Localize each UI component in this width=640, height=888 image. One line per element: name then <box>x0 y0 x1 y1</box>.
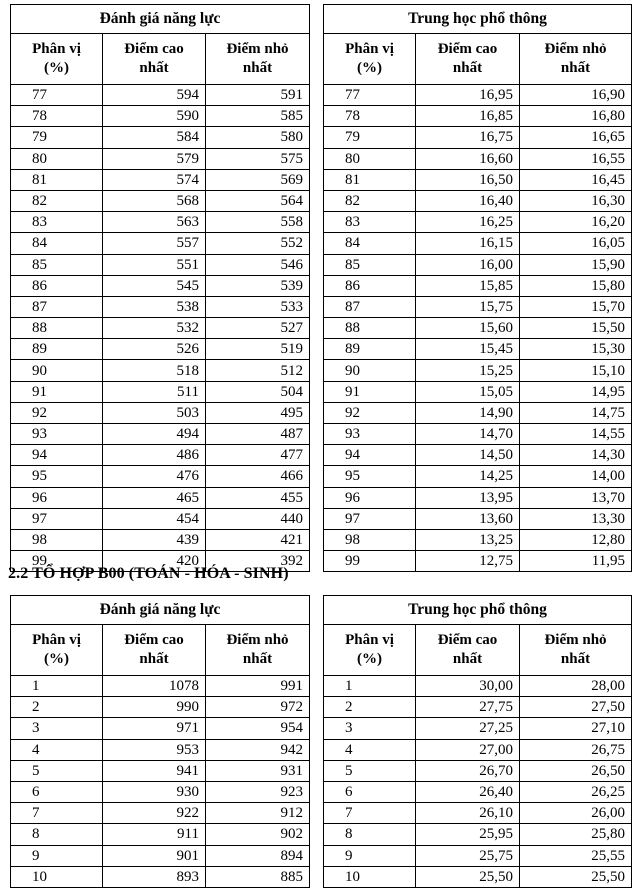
min-score-cell: 972 <box>206 697 310 718</box>
percentile-cell: 9 <box>324 845 416 866</box>
highschool-table-top <box>323 4 632 572</box>
min-score-cell: 15,80 <box>520 275 632 296</box>
max-score-cell: 563 <box>103 212 206 233</box>
table-row <box>324 718 632 739</box>
percentile-cell: 94 <box>324 445 416 466</box>
percentile-cell: 92 <box>324 402 416 423</box>
max-score-cell: 14,90 <box>416 402 520 423</box>
max-score-cell: 12,75 <box>416 551 520 572</box>
table-row <box>11 339 310 360</box>
max-score-cell: 532 <box>103 318 206 339</box>
max-score-header: Điểm cao nhất <box>416 625 520 676</box>
table-row <box>11 254 310 275</box>
percentile-cell: 93 <box>324 424 416 445</box>
percentile-cell: 97 <box>324 508 416 529</box>
table-row <box>11 85 310 106</box>
min-score-cell: 552 <box>206 233 310 254</box>
min-score-cell: 504 <box>206 381 310 402</box>
max-score-cell: 557 <box>103 233 206 254</box>
table-title: Đánh giá năng lực <box>11 596 310 625</box>
percentile-cell: 95 <box>11 466 103 487</box>
percentile-cell: 79 <box>11 127 103 148</box>
max-score-cell: 30,00 <box>416 676 520 697</box>
percentile-cell: 88 <box>11 318 103 339</box>
percentile-cell: 86 <box>324 275 416 296</box>
percentile-cell: 87 <box>324 296 416 317</box>
min-score-cell: 931 <box>206 760 310 781</box>
percentile-cell: 86 <box>11 275 103 296</box>
min-score-cell: 25,55 <box>520 845 632 866</box>
min-score-header: Điểm nhỏ nhất <box>206 34 310 85</box>
max-score-cell: 16,25 <box>416 212 520 233</box>
table-title: Trung học phổ thông <box>324 5 632 34</box>
min-score-cell: 12,80 <box>520 529 632 550</box>
min-score-cell: 25,80 <box>520 824 632 845</box>
min-score-cell: 26,50 <box>520 760 632 781</box>
percentile-cell: 80 <box>11 148 103 169</box>
min-score-cell: 519 <box>206 339 310 360</box>
min-score-cell: 14,95 <box>520 381 632 402</box>
min-score-cell: 894 <box>206 845 310 866</box>
table-row <box>324 402 632 423</box>
max-score-cell: 526 <box>103 339 206 360</box>
min-score-cell: 16,65 <box>520 127 632 148</box>
table-row <box>11 487 310 508</box>
table-row <box>324 445 632 466</box>
min-score-header: Điểm nhỏ nhất <box>206 625 310 676</box>
table-row <box>324 803 632 824</box>
table-row <box>324 845 632 866</box>
min-score-cell: 902 <box>206 824 310 845</box>
max-score-cell: 486 <box>103 445 206 466</box>
max-score-cell: 911 <box>103 824 206 845</box>
min-score-cell: 16,45 <box>520 169 632 190</box>
max-score-cell: 1078 <box>103 676 206 697</box>
percentile-cell: 10 <box>11 866 103 887</box>
min-score-cell: 558 <box>206 212 310 233</box>
max-score-cell: 584 <box>103 127 206 148</box>
percentile-cell: 1 <box>11 676 103 697</box>
max-score-cell: 439 <box>103 529 206 550</box>
table-row <box>324 466 632 487</box>
percentile-cell: 2 <box>324 697 416 718</box>
min-score-cell: 14,30 <box>520 445 632 466</box>
max-score-cell: 14,50 <box>416 445 520 466</box>
table-row <box>11 148 310 169</box>
percentile-cell: 83 <box>11 212 103 233</box>
min-score-cell: 440 <box>206 508 310 529</box>
table-row <box>324 697 632 718</box>
table-row <box>324 676 632 697</box>
max-score-cell: 893 <box>103 866 206 887</box>
percentile-cell: 96 <box>324 487 416 508</box>
min-score-cell: 11,95 <box>520 551 632 572</box>
min-score-cell: 16,90 <box>520 85 632 106</box>
table-row <box>324 381 632 402</box>
percentile-cell: 87 <box>11 296 103 317</box>
min-score-cell: 13,70 <box>520 487 632 508</box>
min-score-cell: 16,05 <box>520 233 632 254</box>
max-score-cell: 15,60 <box>416 318 520 339</box>
percentile-cell: 81 <box>324 169 416 190</box>
max-score-cell: 465 <box>103 487 206 508</box>
table-row <box>324 127 632 148</box>
max-score-cell: 13,95 <box>416 487 520 508</box>
percentile-cell: 5 <box>11 760 103 781</box>
table-row <box>324 529 632 550</box>
max-score-cell: 13,25 <box>416 529 520 550</box>
percentile-cell: 94 <box>11 445 103 466</box>
percentile-cell: 98 <box>11 529 103 550</box>
min-score-cell: 591 <box>206 85 310 106</box>
min-score-cell: 15,70 <box>520 296 632 317</box>
percentile-cell: 88 <box>324 318 416 339</box>
table-row <box>11 212 310 233</box>
max-score-cell: 545 <box>103 275 206 296</box>
max-score-cell: 26,40 <box>416 781 520 802</box>
min-score-cell: 14,00 <box>520 466 632 487</box>
table-row <box>11 233 310 254</box>
percentile-cell: 77 <box>11 85 103 106</box>
min-score-cell: 923 <box>206 781 310 802</box>
table-row <box>11 845 310 866</box>
table-row <box>324 551 632 572</box>
max-score-cell: 16,95 <box>416 85 520 106</box>
table-row <box>11 466 310 487</box>
table-row <box>324 106 632 127</box>
table-row <box>11 529 310 550</box>
max-score-cell: 16,40 <box>416 190 520 211</box>
table-row <box>11 676 310 697</box>
max-score-cell: 941 <box>103 760 206 781</box>
min-score-header: Điểm nhỏ nhất <box>520 34 632 85</box>
percentile-cell: 96 <box>11 487 103 508</box>
highschool-table-b00 <box>323 595 632 888</box>
max-score-header: Điểm cao nhất <box>416 34 520 85</box>
percentile-cell: 98 <box>324 529 416 550</box>
min-score-cell: 15,10 <box>520 360 632 381</box>
percentile-cell: 4 <box>324 739 416 760</box>
percentile-header: Phân vị (%) <box>11 625 103 676</box>
min-score-cell: 569 <box>206 169 310 190</box>
max-score-cell: 16,60 <box>416 148 520 169</box>
min-score-cell: 495 <box>206 402 310 423</box>
min-score-cell: 466 <box>206 466 310 487</box>
max-score-cell: 551 <box>103 254 206 275</box>
table-row <box>11 445 310 466</box>
min-score-cell: 16,80 <box>520 106 632 127</box>
max-score-cell: 25,75 <box>416 845 520 866</box>
max-score-cell: 15,75 <box>416 296 520 317</box>
percentile-cell: 89 <box>11 339 103 360</box>
table-row <box>11 508 310 529</box>
percentile-cell: 1 <box>324 676 416 697</box>
max-score-cell: 538 <box>103 296 206 317</box>
percentile-header: Phân vị (%) <box>324 625 416 676</box>
min-score-cell: 15,30 <box>520 339 632 360</box>
min-score-cell: 14,55 <box>520 424 632 445</box>
percentile-cell: 7 <box>324 803 416 824</box>
table-row <box>11 760 310 781</box>
max-score-cell: 594 <box>103 85 206 106</box>
table-row <box>324 781 632 802</box>
table-row <box>324 760 632 781</box>
min-score-cell: 27,50 <box>520 697 632 718</box>
max-score-cell: 15,25 <box>416 360 520 381</box>
table-row <box>11 739 310 760</box>
percentile-cell: 78 <box>11 106 103 127</box>
percentile-cell: 97 <box>11 508 103 529</box>
max-score-cell: 590 <box>103 106 206 127</box>
max-score-cell: 16,00 <box>416 254 520 275</box>
table-row <box>11 824 310 845</box>
min-score-cell: 455 <box>206 487 310 508</box>
max-score-cell: 13,60 <box>416 508 520 529</box>
table-title: Đánh giá năng lực <box>11 5 310 34</box>
table-row <box>11 127 310 148</box>
table-row <box>11 781 310 802</box>
min-score-cell: 954 <box>206 718 310 739</box>
percentile-cell: 8 <box>324 824 416 845</box>
min-score-cell: 28,00 <box>520 676 632 697</box>
max-score-cell: 25,50 <box>416 866 520 887</box>
min-score-cell: 564 <box>206 190 310 211</box>
percentile-cell: 10 <box>324 866 416 887</box>
table-row <box>11 381 310 402</box>
max-score-cell: 518 <box>103 360 206 381</box>
table-row <box>11 296 310 317</box>
min-score-cell: 15,90 <box>520 254 632 275</box>
percentile-header: Phân vị (%) <box>11 34 103 85</box>
percentile-cell: 90 <box>324 360 416 381</box>
max-score-cell: 15,85 <box>416 275 520 296</box>
percentile-cell: 4 <box>11 739 103 760</box>
min-score-cell: 585 <box>206 106 310 127</box>
max-score-cell: 27,00 <box>416 739 520 760</box>
max-score-cell: 901 <box>103 845 206 866</box>
min-score-cell: 991 <box>206 676 310 697</box>
max-score-cell: 27,75 <box>416 697 520 718</box>
min-score-cell: 15,50 <box>520 318 632 339</box>
percentile-cell: 79 <box>324 127 416 148</box>
table-row <box>11 106 310 127</box>
table-row <box>324 296 632 317</box>
max-score-cell: 16,75 <box>416 127 520 148</box>
percentile-cell: 5 <box>324 760 416 781</box>
percentile-cell: 6 <box>11 781 103 802</box>
table-row <box>11 190 310 211</box>
min-score-cell: 487 <box>206 424 310 445</box>
min-score-cell: 421 <box>206 529 310 550</box>
max-score-cell: 579 <box>103 148 206 169</box>
ability-table-b00 <box>10 595 310 888</box>
table-row <box>324 360 632 381</box>
table-row <box>324 318 632 339</box>
max-score-cell: 26,10 <box>416 803 520 824</box>
table-row <box>11 275 310 296</box>
percentile-cell: 99 <box>11 551 103 572</box>
max-score-cell: 16,50 <box>416 169 520 190</box>
min-score-cell: 14,75 <box>520 402 632 423</box>
percentile-cell: 77 <box>324 85 416 106</box>
percentile-cell: 95 <box>324 466 416 487</box>
min-score-header: Điểm nhỏ nhất <box>520 625 632 676</box>
max-score-cell: 26,70 <box>416 760 520 781</box>
table-row <box>324 487 632 508</box>
min-score-cell: 546 <box>206 254 310 275</box>
table-row <box>324 739 632 760</box>
table-row <box>11 402 310 423</box>
min-score-cell: 26,75 <box>520 739 632 760</box>
percentile-cell: 91 <box>324 381 416 402</box>
min-score-cell: 580 <box>206 127 310 148</box>
percentile-cell: 3 <box>11 718 103 739</box>
table-row <box>324 169 632 190</box>
min-score-cell: 512 <box>206 360 310 381</box>
min-score-cell: 942 <box>206 739 310 760</box>
percentile-cell: 84 <box>324 233 416 254</box>
max-score-cell: 971 <box>103 718 206 739</box>
min-score-cell: 533 <box>206 296 310 317</box>
table-row <box>11 318 310 339</box>
table-row <box>11 169 310 190</box>
table-row <box>11 718 310 739</box>
max-score-cell: 14,25 <box>416 466 520 487</box>
percentile-cell: 92 <box>11 402 103 423</box>
max-score-header: Điểm cao nhất <box>103 34 206 85</box>
max-score-cell: 494 <box>103 424 206 445</box>
max-score-cell: 420 <box>103 551 206 572</box>
min-score-cell: 16,55 <box>520 148 632 169</box>
table-title: Trung học phổ thông <box>324 596 632 625</box>
percentile-cell: 82 <box>324 190 416 211</box>
table-row <box>324 85 632 106</box>
percentile-header: Phân vị (%) <box>324 34 416 85</box>
min-score-cell: 13,30 <box>520 508 632 529</box>
table-row <box>324 339 632 360</box>
min-score-cell: 25,50 <box>520 866 632 887</box>
min-score-cell: 539 <box>206 275 310 296</box>
percentile-cell: 85 <box>11 254 103 275</box>
max-score-cell: 503 <box>103 402 206 423</box>
table-row <box>11 803 310 824</box>
percentile-cell: 83 <box>324 212 416 233</box>
table-row <box>324 824 632 845</box>
percentile-cell: 80 <box>324 148 416 169</box>
section-heading: 2.2 TỔ HỢP B00 (TOÁN - HÓA - SINH) <box>8 565 289 582</box>
min-score-cell: 912 <box>206 803 310 824</box>
min-score-cell: 477 <box>206 445 310 466</box>
max-score-cell: 14,70 <box>416 424 520 445</box>
table-row <box>324 508 632 529</box>
min-score-cell: 575 <box>206 148 310 169</box>
max-score-cell: 990 <box>103 697 206 718</box>
max-score-cell: 16,85 <box>416 106 520 127</box>
percentile-cell: 2 <box>11 697 103 718</box>
percentile-cell: 93 <box>11 424 103 445</box>
max-score-cell: 930 <box>103 781 206 802</box>
table-row <box>324 190 632 211</box>
table-row <box>11 866 310 887</box>
max-score-cell: 25,95 <box>416 824 520 845</box>
max-score-cell: 476 <box>103 466 206 487</box>
table-row <box>324 233 632 254</box>
max-score-cell: 15,05 <box>416 381 520 402</box>
percentile-cell: 84 <box>11 233 103 254</box>
max-score-cell: 16,15 <box>416 233 520 254</box>
max-score-cell: 15,45 <box>416 339 520 360</box>
percentile-cell: 82 <box>11 190 103 211</box>
min-score-cell: 26,25 <box>520 781 632 802</box>
max-score-cell: 27,25 <box>416 718 520 739</box>
percentile-cell: 90 <box>11 360 103 381</box>
max-score-cell: 454 <box>103 508 206 529</box>
ability-table-top <box>10 4 310 572</box>
percentile-cell: 89 <box>324 339 416 360</box>
percentile-cell: 85 <box>324 254 416 275</box>
percentile-cell: 99 <box>324 551 416 572</box>
max-score-cell: 922 <box>103 803 206 824</box>
min-score-cell: 885 <box>206 866 310 887</box>
max-score-header: Điểm cao nhất <box>103 625 206 676</box>
table-row <box>11 424 310 445</box>
min-score-cell: 392 <box>206 551 310 572</box>
min-score-cell: 27,10 <box>520 718 632 739</box>
percentile-cell: 3 <box>324 718 416 739</box>
percentile-cell: 7 <box>11 803 103 824</box>
percentile-cell: 91 <box>11 381 103 402</box>
table-row <box>324 275 632 296</box>
min-score-cell: 16,20 <box>520 212 632 233</box>
min-score-cell: 16,30 <box>520 190 632 211</box>
max-score-cell: 568 <box>103 190 206 211</box>
table-row <box>324 148 632 169</box>
min-score-cell: 527 <box>206 318 310 339</box>
percentile-cell: 78 <box>324 106 416 127</box>
percentile-cell: 6 <box>324 781 416 802</box>
table-row <box>11 697 310 718</box>
table-row <box>324 212 632 233</box>
table-row <box>11 360 310 381</box>
min-score-cell: 26,00 <box>520 803 632 824</box>
max-score-cell: 574 <box>103 169 206 190</box>
max-score-cell: 953 <box>103 739 206 760</box>
percentile-cell: 8 <box>11 824 103 845</box>
percentile-cell: 81 <box>11 169 103 190</box>
table-row <box>324 866 632 887</box>
table-row <box>324 424 632 445</box>
percentile-cell: 9 <box>11 845 103 866</box>
table-row <box>324 254 632 275</box>
max-score-cell: 511 <box>103 381 206 402</box>
